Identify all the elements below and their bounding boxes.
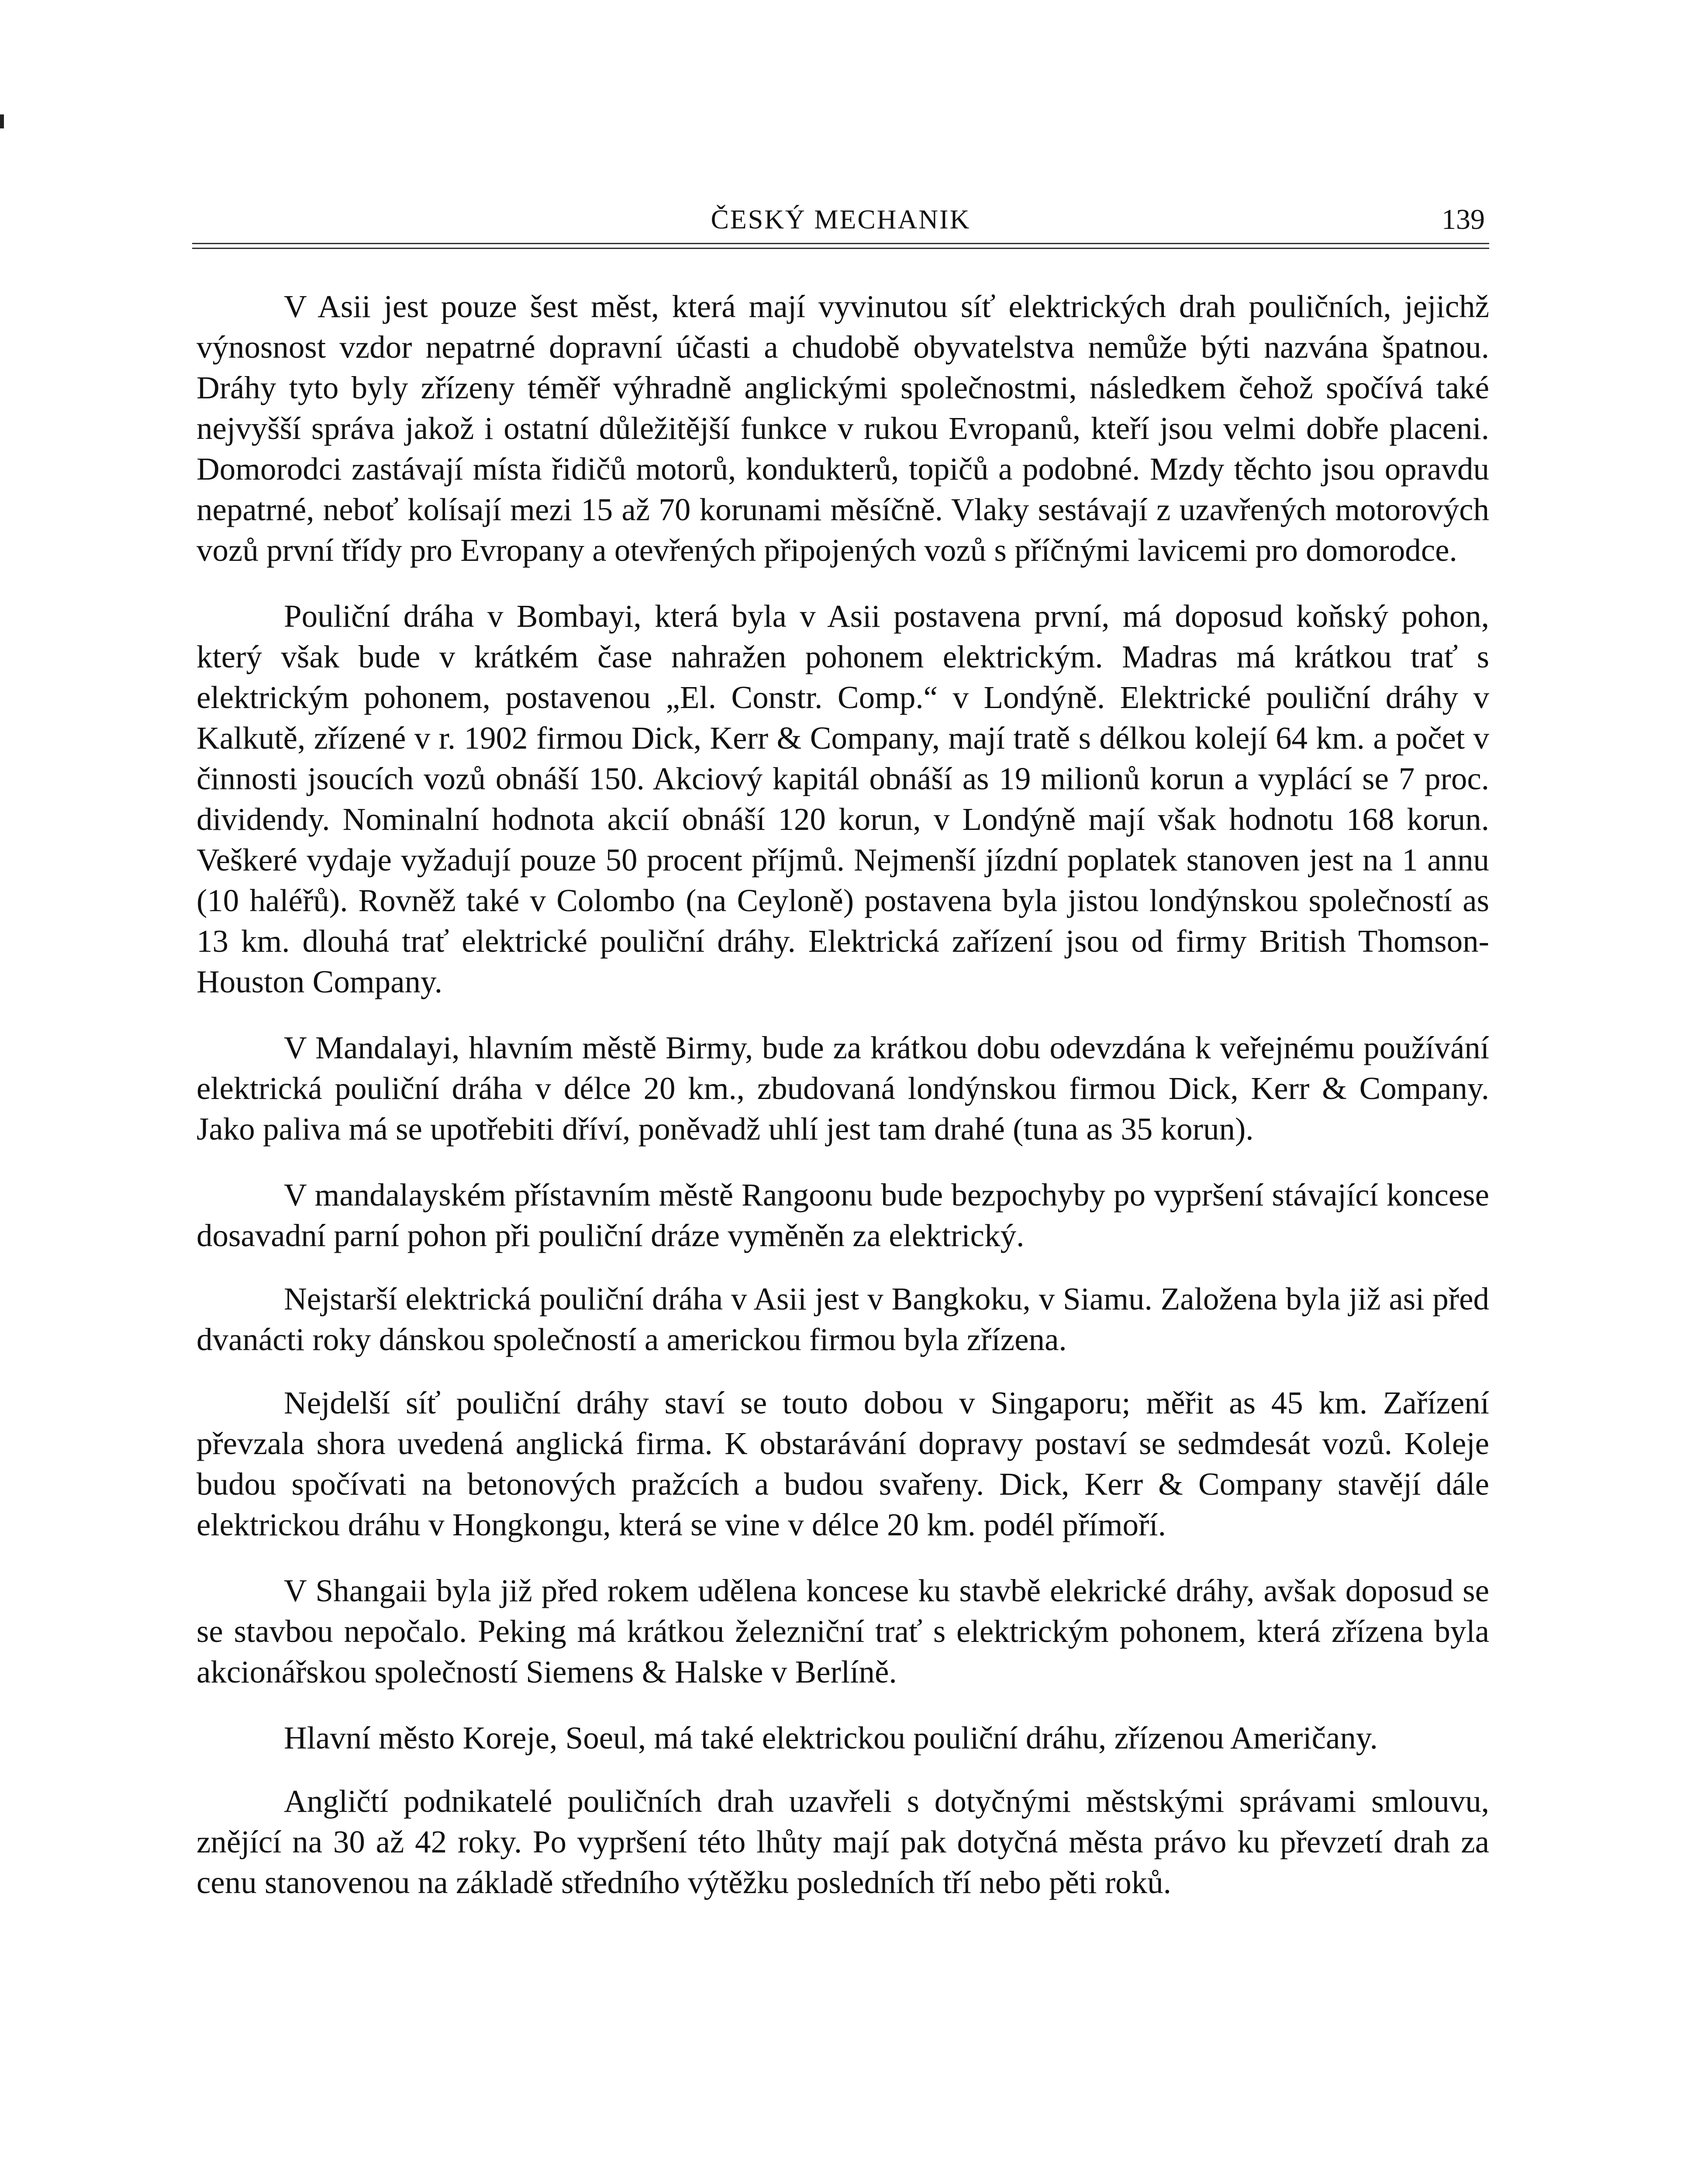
paragraph-shanghai-peking: V Shangaii byla již před rokem udělena koncese ku stavbě elekrické dráhy, avšak doposud se se stavbou nepočalo. Peking má krátkou železniční trať s elektrickým pohonem, která zřízena byla akcionářskou společností Siemens & Halske v Berlíně. [197,1573,1489,1690]
paragraph-asia-networks: V Asii jest pouze šest měst, která mají vyvinutou síť elektrických drah pouličních, jejichž výnosnost vzdor nepatrné dopravní účasti a chudobě obyvatelstva nemůže býti nazvána špatnou. Dráhy tyto byly zřízeny téměř výhradně anglickými společnostmi, následkem čehož spočívá také nejvyšší správa jakož i ostatní důležitější funkce v rukou Evropanů, kteří jsou velmi dobře placeni. Domorodci zastávají místa řidičů motorů, kondukterů, topičů a podobné. Mzdy těchto jsou opravdu nepatrné, neboť kolísají mezi 15 až 70 korunami měsíčně. Vlaky sestávají z uzavřených motorových vozů první třídy pro Evropany a otevřených připojených vozů s příčnými lavicemi pro domorodce. [197,289,1489,568]
article-body [197,286,1489,1928]
paragraph-seoul: Hlavní město Koreje, Soeul, má také elektrickou pouliční dráhu, zřízenou Američany. [284,1720,1378,1755]
paragraph-mandalay: V Mandalayi, hlavním městě Birmy, bude za krátkou dobu odevzdána k veřejnému používání elektrická pouliční dráha v délce 20 km., zbudovaná londýnskou firmou Dick, Kerr & Company. Jako paliva má se upotřebiti dříví, poněvadž uhlí jest tam drahé (tuna as 35 korun). [197,1030,1489,1147]
paragraph-bangkok: Nejstarší elektrická pouliční dráha v Asii jest v Bangkoku, v Siamu. Založena byla již asi před dvanácti roky dánskou společností a americkou firmou byla zřízena. [197,1281,1489,1357]
page-number: 139 [1442,204,1485,235]
paragraph-bombay-calcutta: Pouliční dráha v Bombayi, která byla v Asii postavena první, má doposud koňský pohon, který však bude v krátkém čase nahražen pohonem elektrickým. Madras má krátkou trať s elektrickým pohonem, postavenou „El. Constr. Comp.“ v Londýně. Elektrické pouliční dráhy v Kalkutě, zřízené v r. 1902 firmou Dick, Kerr & Company, mají tratě s délkou kolejí 64 km. a počet v činnosti jsoucích vozů obnáší 150. Akciový kapitál obnáší as 19 milionů korun a vyplácí se 7 proc. dividendy. Nominalní hodnota akcií obnáší 120 korun, v Londýně mají však hodnotu 168 korun. Veškeré vydaje vyžadují pouze 50 procent příjmů. Nejmenší jízdní poplatek stanoven jest na 1 annu (10 haléřů). Rovněž také v Colombo (na Ceyloně) postavena byla jistou londýnskou společností as 13 km. dlouhá trať elektrické pouliční dráhy. Elektrická zařízení jsou od firmy British Thomson-Houston Company. [197,598,1489,999]
journal-title: ČESKÝ MECHANIK [711,205,971,235]
paragraph-rangoon: V mandalayském přístavním městě Rangoonu bude bezpochyby po vypršení stávající koncese dosavadní parní pohon při pouliční dráze vyměněn za elektrický. [197,1177,1489,1253]
paragraph-concessions: Angličtí podnikatelé pouličních drah uzavřeli s dotyčnými městskými správami smlouvu, znějící na 30 až 42 roky. Po vypršení této lhůty mají pak dotyčná města právo ku převzetí drah za cenu stanovenou na základě středního výtěžku posledních tří nebo pěti roků. [197,1783,1489,1900]
running-head [192,200,1489,239]
header-double-rule [192,243,1489,249]
paragraph-singapore-hongkong: Nejdelší síť pouliční dráhy staví se touto dobou v Singaporu; měřit as 45 km. Zařízení převzala shora uvedená anglická firma. K obstarávání dopravy postaví se sedmdesát vozů. Koleje budou spočívati na betonových pražcích a budou svařeny. Dick, Kerr & Company stavějí dále elektrickou dráhu v Hongkongu, která se vine v délce 20 km. podél přímoří. [197,1385,1489,1542]
